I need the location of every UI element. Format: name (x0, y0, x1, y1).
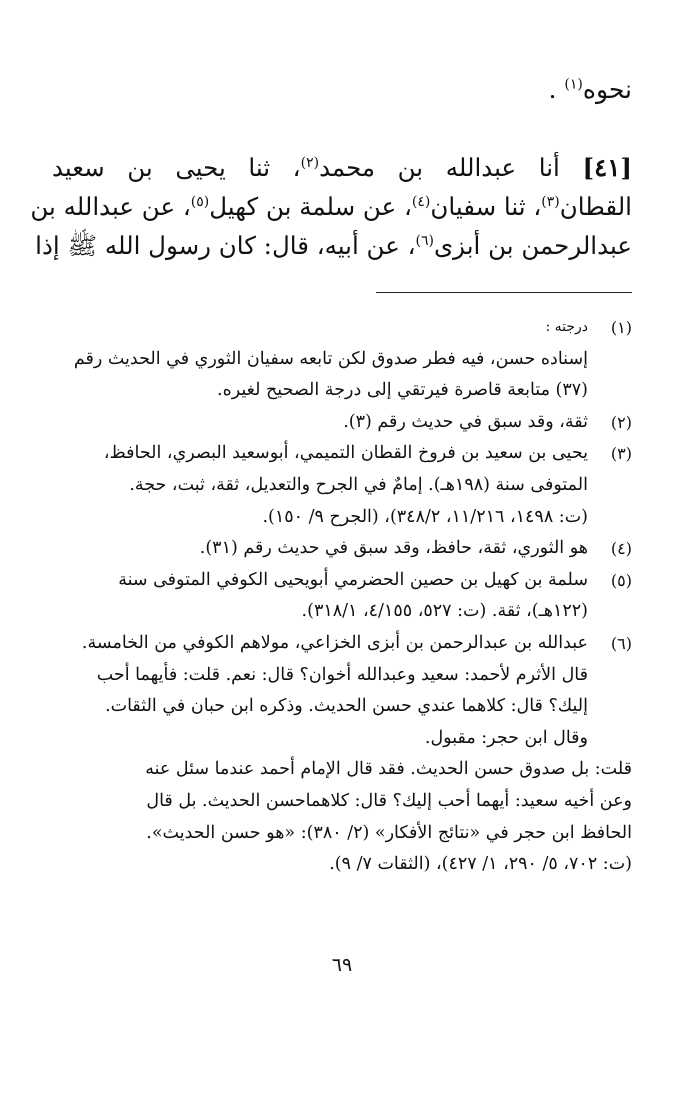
footnote-line: (١٢٢هـ)، ثقة. (ت: ٥٢٧، ٤/١٥٥، ٣١٨/١). (301, 601, 588, 622)
footnote-ref: (٦) (415, 232, 434, 249)
footnote-number: (٢) (610, 412, 632, 432)
hadith-line (35, 226, 632, 265)
footnote-ref: (٥) (190, 193, 210, 210)
footnote-line: سلمة بن كهيل بن حصين الحضرمي أبويحيى الكوفي المتوفى سنة (118, 569, 588, 590)
top-line-text: نحوه (582, 75, 632, 104)
footnote-item (46, 533, 632, 565)
footnote-body (46, 438, 588, 533)
hadith-text-segment: القطان (559, 192, 632, 221)
footnote-list (46, 312, 632, 754)
footnote-line: (٣٧) متابعة قاصرة فيرتقي إلى درجة الصحيح لغيره. (217, 380, 588, 401)
footnote-continuation-line: قلت: بل صدوق حسن الحديث. فقد قال الإمام أحمد عندما سئل عنه (145, 759, 632, 780)
page-number: ٦٩ (331, 954, 353, 976)
footnote-continuation-line: الحافظ ابن حجر في «نتائج الأفكار» (٢/ ٣٨٠): «هو حسن الحديث». (146, 822, 632, 843)
footnote-body (46, 312, 588, 407)
footnote-body (46, 407, 588, 439)
footnote-item (46, 312, 632, 407)
footnote-line: إسناده حسن، فيه فطر صدوق لكن تابعه سفيان الثوري في الحديث رقم (73, 348, 588, 369)
footnote-body (46, 628, 588, 754)
hadith-number: [٤١] (582, 153, 632, 182)
footnote-number: (٦) (610, 633, 632, 653)
previous-text-ending (52, 70, 632, 110)
footnote-body (46, 533, 588, 565)
hadith-text-segment: ، ثنا سفيان (430, 192, 542, 221)
footnote-line: قال الأثرم لأحمد: سعيد وعبدالله أخوان؟ قال: نعم. قلت: فأيهما أحب (96, 664, 588, 685)
hadith-text-segment: ، ثنا يحيى بن سعيد (52, 153, 301, 182)
footnote-line: هو الثوري، ثقة، حافظ، وقد سبق في حديث رقم (٣١). (199, 538, 588, 559)
footnote-line: ثقة، وقد سبق في حديث رقم (٣). (343, 411, 588, 432)
footnote-number: (٣) (610, 444, 632, 464)
hadith-line (52, 148, 632, 187)
footnote-ref: (٣) (541, 193, 560, 210)
footnote-item (46, 407, 632, 439)
hadith-text-segment: أنا عبدالله بن محمد (319, 153, 583, 182)
footnote-ref: (٤) (411, 193, 431, 210)
footnote-continuation-line: وعن أخيه سعيد: أيهما أحب إليك؟ قال: كلاهماحسن الحديث. بل قال (146, 790, 632, 811)
footnote-line: المتوفى سنة (١٩٨هـ). إمامٌ في الجرح والتعديل، ثقة، ثبت، حجة. (129, 474, 588, 495)
footnote-line: عبدالله بن عبدالرحمن بن أبزى الخزاعي، مولاهم الكوفي من الخامسة. (81, 632, 588, 653)
footnote-body (46, 565, 588, 628)
footnote-line: يحيى بن سعيد بن فروخ القطان التميمي، أبوسعيد البصري، الحافظ، (103, 443, 588, 464)
hadith-text (30, 148, 632, 265)
top-line-tail: . (548, 75, 565, 104)
hadith-text-segment: ، عن عبدالله بن (30, 192, 191, 221)
footnote-continuation-line: (ت: ٧٠٢، ٥/ ٢٩٠، ١/ ٤٢٧)، (الثقات ٧/ ٩). (329, 854, 632, 875)
hadith-line (30, 187, 632, 226)
footnote-item (46, 565, 632, 628)
hadith-text-segment: عبدالرحمن بن أبزى (434, 231, 632, 260)
footnote-number: (١) (610, 318, 632, 337)
footnote-continuation (46, 754, 632, 880)
footnote-separator (376, 292, 632, 293)
hadith-text-segment: ، عن سلمة بن كهيل (209, 192, 412, 221)
hadith-text-segment: ، عن أبيه، قال: كان رسول الله ﷺ إذا (35, 231, 416, 260)
footnote-line: (ت: ١٤٩٨، ١١/٢١٦، ٣٤٨/٢)، (الجرح ٩/ ١٥٠). (262, 506, 588, 527)
footnote-item (46, 628, 632, 754)
footnote-line: وقال ابن حجر: مقبول. (424, 727, 588, 748)
footnote-ref: (١) (564, 76, 583, 93)
footnote-item (46, 438, 632, 533)
footnote-line: درجته : (545, 319, 588, 335)
footnotes (46, 312, 632, 881)
footnote-number: (٥) (610, 570, 632, 590)
footnote-number: (٤) (610, 539, 632, 559)
footnote-line: إليك؟ قال: كلاهما عندي حسن الحديث. وذكره ابن حبان في الثقات. (105, 696, 588, 717)
footnote-ref: (٢) (300, 154, 320, 171)
